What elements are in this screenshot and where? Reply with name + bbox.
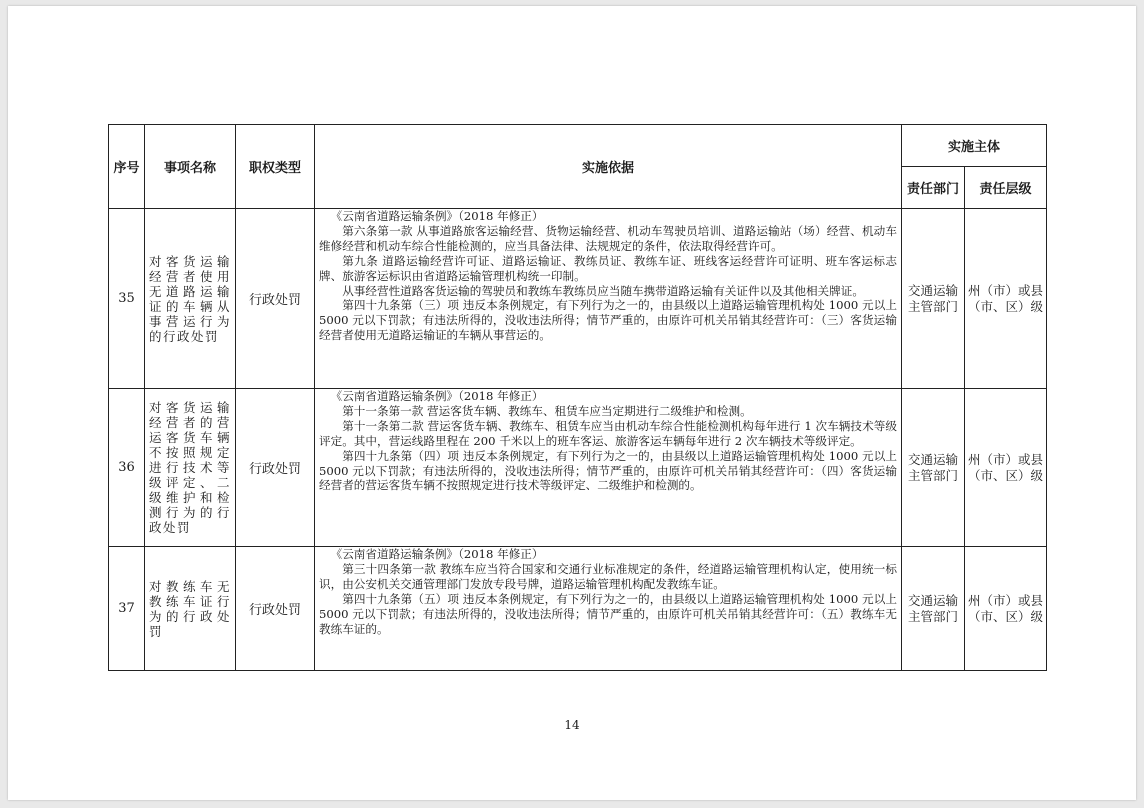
row-responsible-dept: 交通运输主管部门 bbox=[902, 209, 965, 389]
table-row bbox=[109, 547, 1047, 671]
row-power-type: 行政处罚 bbox=[236, 389, 315, 547]
basis-paragraph: 第四十九条第（四）项 违反本条例规定，有下列行为之一的，由县级以上道路运输管理机构处 1000 元以上 5000 元以下罚款；有违法所得的，没收违法所得；情节严重的，由原许可机关吊销其经营许可：（四）客货运输经营者的营运客货车辆不按照规定进行技术等级评定、二级维护和检测的。 bbox=[319, 448, 897, 493]
basis-paragraph: 第四十九条第（三）项 违反本条例规定，有下列行为之一的，由县级以上道路运输管理机构处 1000 元以上 5000 元以下罚款；有违法所得的，没收违法所得；情节严重的，由原许可机关吊销其经营许可：（三）客货运输经营者使用无道路运输证的车辆从事营运的。 bbox=[319, 298, 897, 343]
basis-paragraph: 第十一条第二款 营运客货车辆、教练车、租赁车应当由机动车综合性能检测机构每年进行 1 次车辆技术等级评定。其中，营运线路里程在 200 千米以上的班车客运、旅游客运车辆每年进行 2 次车辆技术等级评定。 bbox=[319, 418, 897, 448]
enforcement-table bbox=[108, 124, 1047, 671]
row-responsible-level: 州（市）或县（市、区）级 bbox=[965, 547, 1047, 671]
header-basis: 实施依据 bbox=[315, 125, 902, 209]
header-index: 序号 bbox=[109, 125, 145, 209]
basis-paragraph: 《云南省道路运输条例》（2018 年修正） bbox=[330, 209, 544, 223]
header-subject: 实施主体 bbox=[902, 125, 1047, 167]
row-responsible-level: 州（市）或县（市、区）级 bbox=[965, 389, 1047, 547]
row-index: 36 bbox=[109, 389, 145, 547]
row-item-name: 对客货运输经营者的营运客货车辆不按照规定进行技术等级评定、二级维护和检测行为的行政处罚 bbox=[145, 389, 236, 547]
header-dept: 责任部门 bbox=[902, 167, 965, 209]
basis-paragraph: 《云南省道路运输条例》（2018 年修正） bbox=[330, 547, 544, 561]
row-responsible-level: 州（市）或县（市、区）级 bbox=[965, 209, 1047, 389]
basis-paragraph: 第十一条第一款 营运客货车辆、教练车、租赁车应当定期进行二级维护和检测。 bbox=[342, 403, 752, 418]
document-page bbox=[8, 6, 1136, 800]
table-row bbox=[109, 389, 1047, 547]
basis-paragraph: 第六条第一款 从事道路旅客运输经营、货物运输经营、机动车驾驶员培训、道路运输站（场）经营、机动车维修经营和机动车综合性能检测的，应当具备法律、法规规定的条件，依法取得经营许可。 bbox=[319, 223, 897, 253]
row-basis bbox=[315, 209, 902, 389]
row-index: 37 bbox=[109, 547, 145, 671]
basis-paragraph: 第九条 道路运输经营许可证、道路运输证、教练员证、教练车证、班线客运经营许可证明、班车客运标志牌、旅游客运标识由省道路运输管理机构统一印制。 bbox=[319, 253, 897, 283]
row-power-type: 行政处罚 bbox=[236, 547, 315, 671]
header-level: 责任层级 bbox=[965, 167, 1047, 209]
page-number: 14 bbox=[564, 718, 580, 732]
row-item-name: 对教练车无教练车证行为的行政处罚 bbox=[145, 547, 236, 671]
row-basis bbox=[315, 547, 902, 671]
row-item-name: 对客货运输经营者使用无道路运输证的车辆从事营运行为的行政处罚 bbox=[145, 209, 236, 389]
row-responsible-dept: 交通运输主管部门 bbox=[902, 547, 965, 671]
basis-paragraph: 第四十九条第（五）项 违反本条例规定，有下列行为之一的，由县级以上道路运输管理机构处 1000 元以上 5000 元以下罚款；有违法所得的，没收违法所得；情节严重的，由原许可机关吊销其经营许可：（五）教练车无教练车证的。 bbox=[319, 591, 897, 636]
row-responsible-dept: 交通运输主管部门 bbox=[902, 389, 965, 547]
basis-paragraph: 第三十四条第一款 教练车应当符合国家和交通行业标准规定的条件，经道路运输管理机构认定，使用统一标识，由公安机关交通管理部门发放专段号牌，道路运输管理机构配发教练车证。 bbox=[319, 561, 897, 591]
row-power-type: 行政处罚 bbox=[236, 209, 315, 389]
header-type: 职权类型 bbox=[236, 125, 315, 209]
table-row bbox=[109, 209, 1047, 389]
basis-paragraph: 《云南省道路运输条例》（2018 年修正） bbox=[330, 389, 544, 403]
basis-paragraph: 从事经营性道路客货运输的驾驶员和教练车教练员应当随车携带道路运输有关证件以及其他相关牌证。 bbox=[342, 283, 864, 298]
row-basis bbox=[315, 389, 902, 547]
row-index: 35 bbox=[109, 209, 145, 389]
header-name: 事项名称 bbox=[145, 125, 236, 209]
